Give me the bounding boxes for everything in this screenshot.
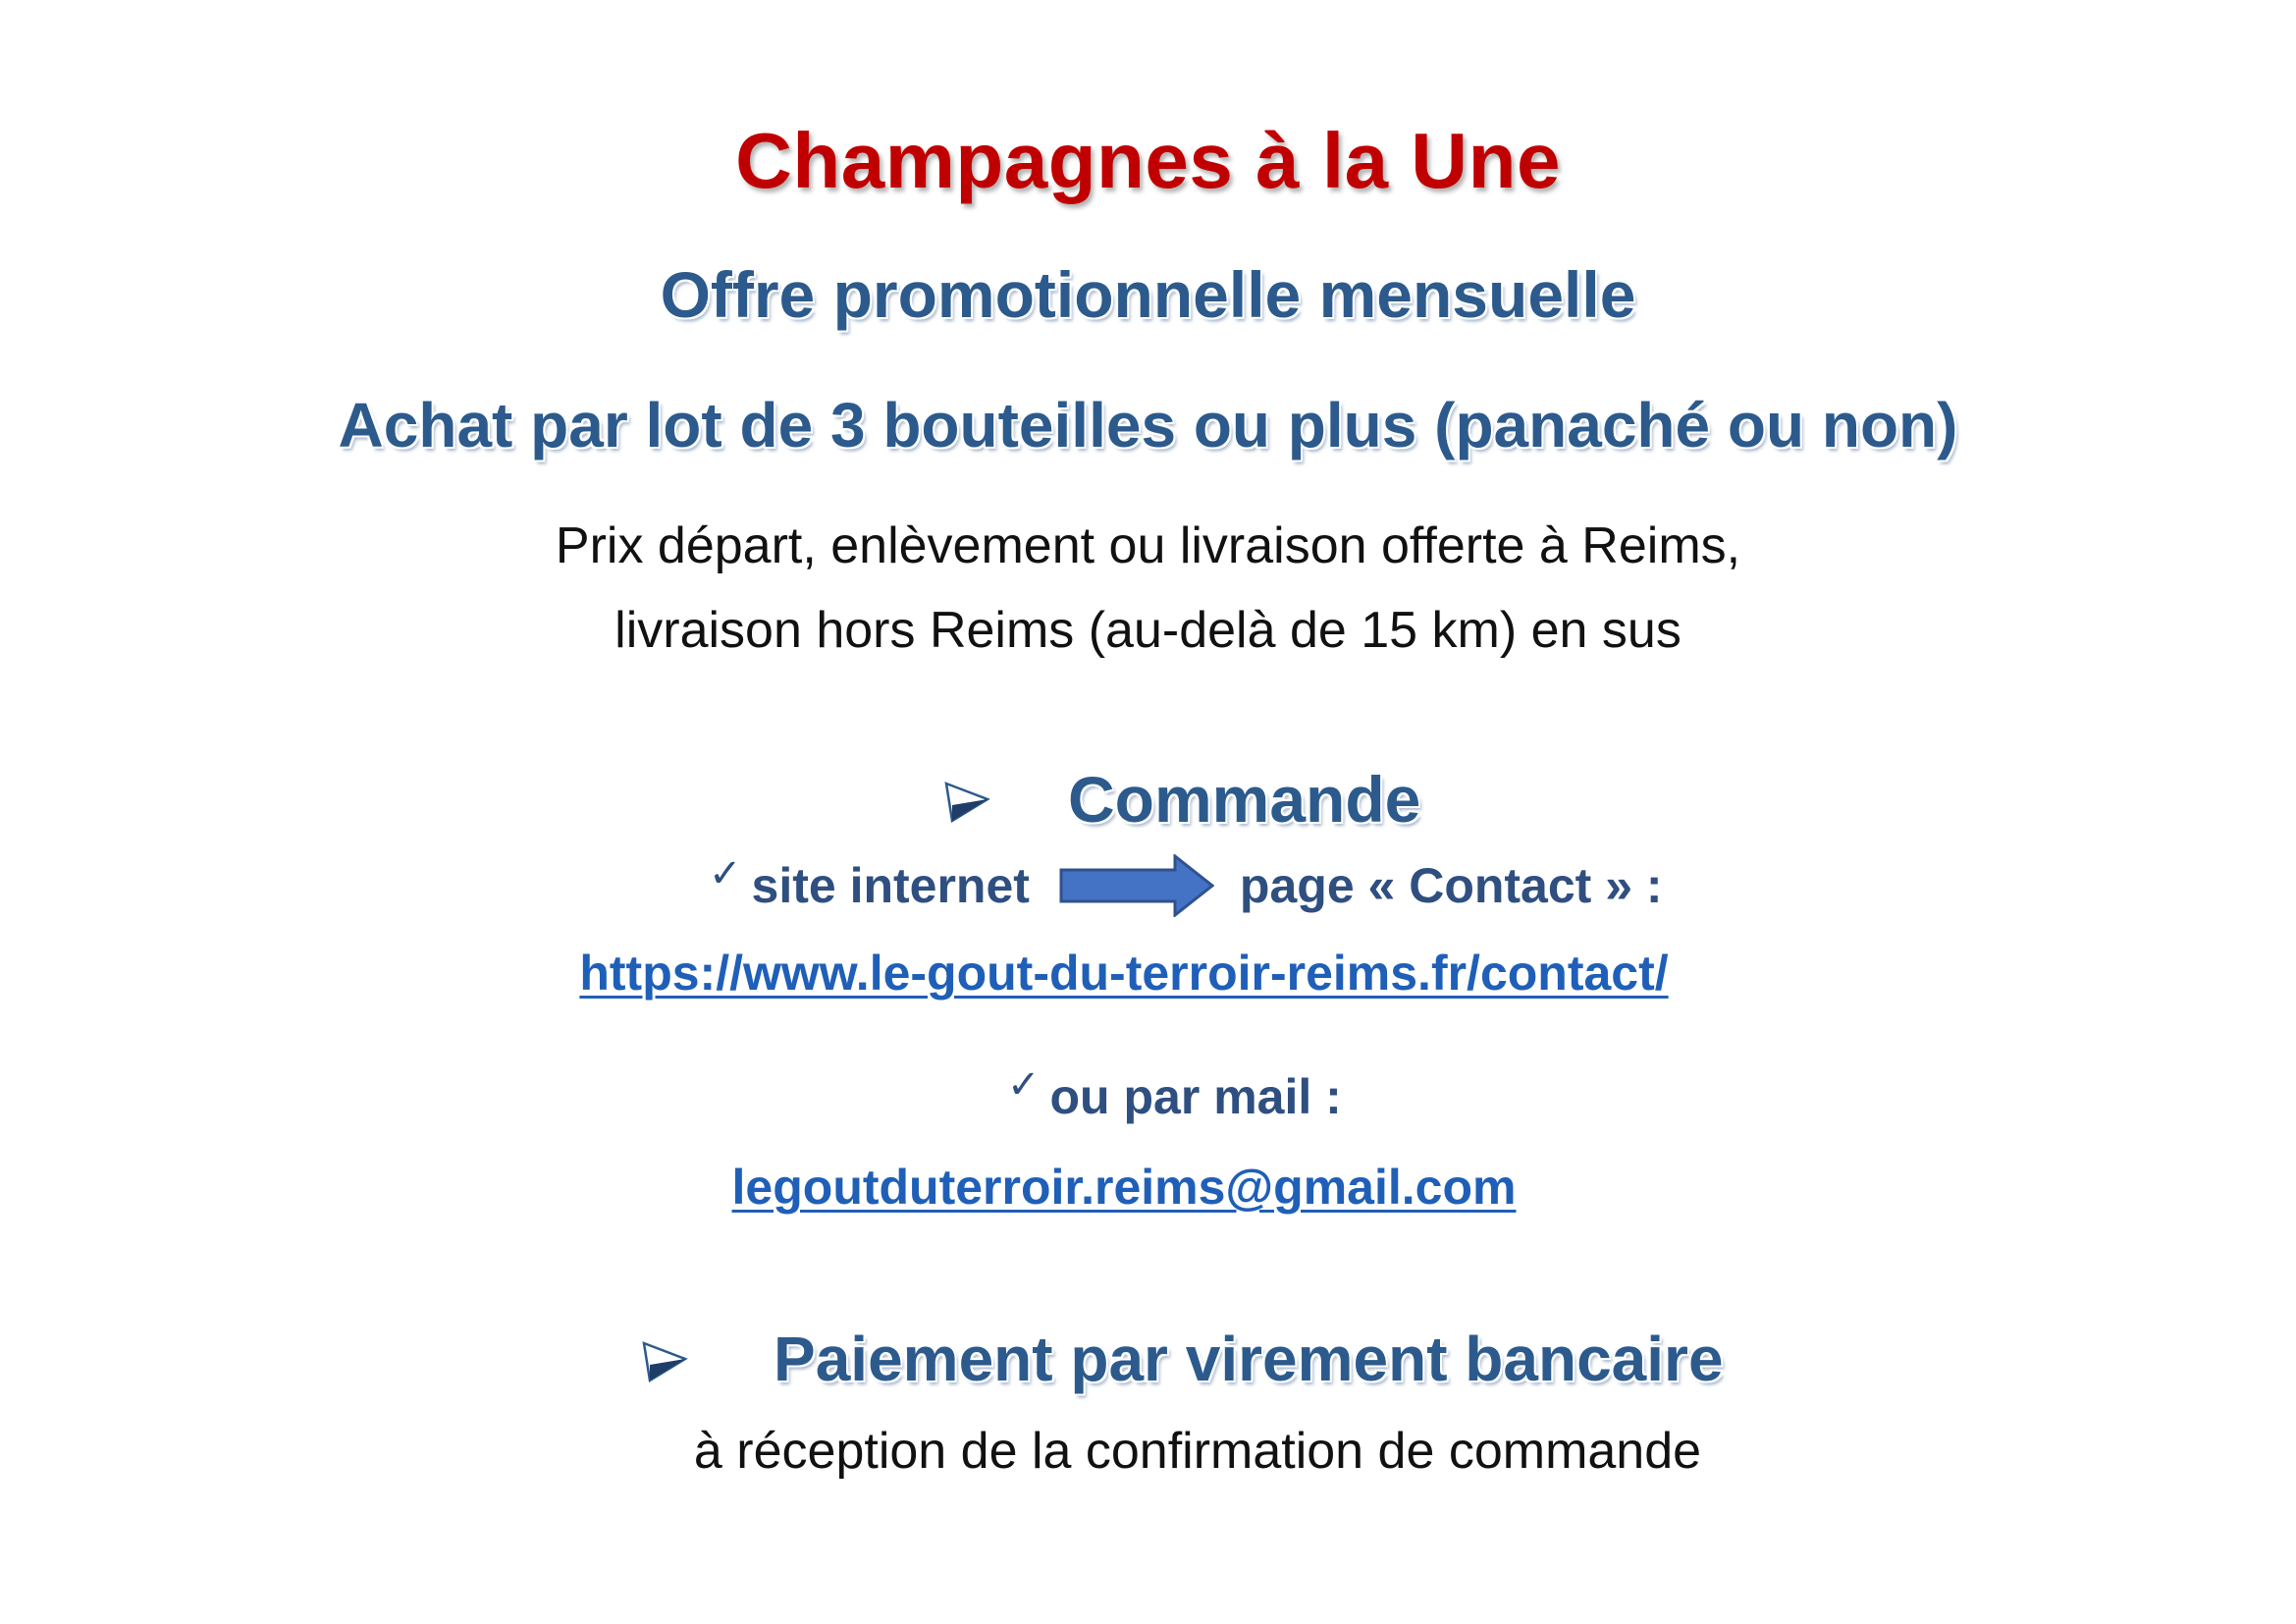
checkmark-icon: ✓ (1007, 1062, 1041, 1108)
offer-subtitle: Offre promotionnelle mensuelle (660, 258, 1636, 331)
arrowhead-bullet-icon (636, 1329, 695, 1388)
payment-note: à réception de la confirmation de commande (693, 1423, 1702, 1480)
website-order-row (709, 851, 1663, 917)
arrowhead-bullet-icon (938, 770, 997, 829)
contact-page-label: page « Contact » : (1239, 858, 1663, 913)
mail-label: ou par mail : (1049, 1069, 1342, 1124)
checkmark-icon: ✓ (709, 851, 742, 896)
order-section-heading (938, 760, 1420, 839)
contact-url-line (0, 945, 2248, 1001)
mail-order-row (1007, 1062, 1342, 1125)
email-link[interactable]: legoutduterroir.reims@gmail.com (731, 1160, 1517, 1215)
payment-heading: Paiement par virement bancaire (774, 1324, 1724, 1394)
page-title: Champagnes à la Une (735, 117, 1561, 204)
right-arrow-icon (1059, 854, 1214, 917)
payment-section-heading (636, 1320, 1724, 1398)
lot-offer-heading: Achat par lot de 3 bouteilles ou plus (panaché ou non) (338, 390, 1958, 460)
contact-url-link[interactable]: https://www.le-gout-du-terroir-reims.fr/contact/ (579, 946, 1669, 1001)
site-label: site internet (751, 858, 1030, 913)
order-heading: Commande (1068, 763, 1421, 836)
email-line (0, 1159, 2248, 1216)
price-line-2: livraison hors Reims (au-delà de 15 km) en sus (614, 602, 1682, 659)
price-line-1: Prix départ, enlèvement ou livraison offerte à Reims, (555, 517, 1741, 574)
